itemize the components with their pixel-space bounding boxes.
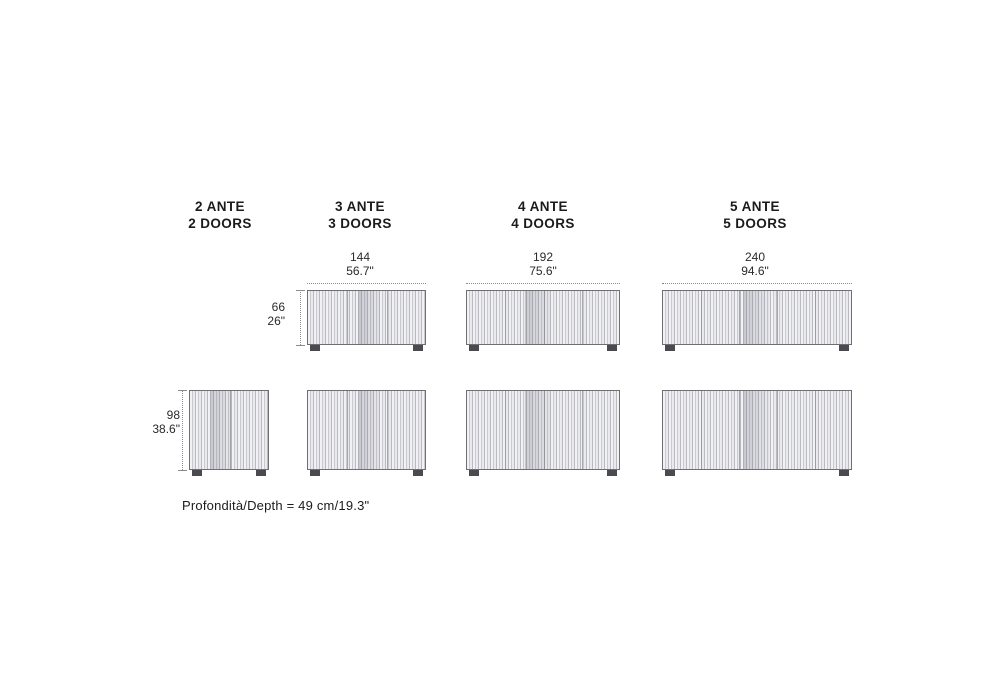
height-dim-tick-66-top bbox=[296, 290, 305, 291]
column-title-5-doors-line1: 5 ANTE bbox=[730, 199, 780, 214]
panel-shading bbox=[358, 391, 380, 469]
height-dim-line-66 bbox=[300, 290, 301, 345]
panel-shading bbox=[525, 291, 551, 344]
door-divider bbox=[701, 291, 702, 344]
width-dim-line-192 bbox=[466, 283, 620, 284]
cabinet-foot bbox=[839, 345, 849, 351]
width-label-192-cm: 192 bbox=[532, 250, 554, 264]
column-title-5-doors-line2: 5 DOORS bbox=[723, 216, 787, 231]
height-dim-tick-66-bottom bbox=[296, 345, 305, 346]
cabinet-5-doors-h98 bbox=[662, 390, 852, 470]
cabinet-foot bbox=[310, 345, 320, 351]
door-divider bbox=[777, 391, 778, 469]
cabinet-3-doors-h66 bbox=[307, 290, 426, 345]
column-title-4-doors bbox=[483, 198, 603, 232]
column-title-2-doors bbox=[160, 198, 280, 232]
door-divider bbox=[582, 391, 583, 469]
door-divider bbox=[815, 291, 816, 344]
width-dim-line-144 bbox=[307, 283, 426, 284]
cabinet-3-doors-h98 bbox=[307, 390, 426, 470]
door-divider bbox=[739, 391, 740, 469]
height-dim-line-98 bbox=[182, 390, 183, 470]
cabinet-foot bbox=[607, 345, 617, 351]
cabinet-foot bbox=[310, 470, 320, 476]
column-title-4-doors-line1: 4 ANTE bbox=[518, 199, 568, 214]
width-label-240 bbox=[695, 250, 815, 278]
width-label-144 bbox=[300, 250, 420, 278]
cabinet-5-doors-h66 bbox=[662, 290, 852, 345]
door-divider bbox=[505, 291, 506, 344]
cabinet-foot bbox=[256, 470, 266, 476]
cabinet-foot bbox=[413, 470, 423, 476]
width-label-192 bbox=[483, 250, 603, 278]
column-title-3-doors bbox=[300, 198, 420, 232]
panel-shading bbox=[358, 291, 380, 344]
width-label-240-inch: 94.6" bbox=[741, 264, 769, 278]
door-divider bbox=[739, 291, 740, 344]
height-label-98-cm: 98 bbox=[166, 408, 180, 422]
panel-shading bbox=[525, 391, 551, 469]
height-label-66 bbox=[215, 300, 285, 328]
cabinet-foot bbox=[192, 470, 202, 476]
cabinet-2-doors-h98 bbox=[189, 390, 269, 470]
height-label-66-inch: 26" bbox=[267, 314, 285, 328]
column-title-3-doors-line1: 3 ANTE bbox=[335, 199, 385, 214]
cabinet-foot bbox=[665, 470, 675, 476]
panel-shading bbox=[210, 391, 232, 469]
door-divider bbox=[230, 391, 231, 469]
door-divider bbox=[701, 391, 702, 469]
cabinet-foot bbox=[469, 470, 479, 476]
cabinet-foot bbox=[469, 345, 479, 351]
door-divider bbox=[582, 291, 583, 344]
cabinet-foot bbox=[413, 345, 423, 351]
column-title-4-doors-line2: 4 DOORS bbox=[511, 216, 575, 231]
width-label-144-cm: 144 bbox=[349, 250, 371, 264]
depth-note: Profondità/Depth = 49 cm/19.3" bbox=[182, 498, 370, 513]
door-divider bbox=[815, 391, 816, 469]
door-divider bbox=[347, 291, 348, 344]
width-dim-line-240 bbox=[662, 283, 852, 284]
height-dim-tick-98-bottom bbox=[178, 470, 187, 471]
cabinet-foot bbox=[607, 470, 617, 476]
column-title-2-doors-line1: 2 ANTE bbox=[195, 199, 245, 214]
door-divider bbox=[347, 391, 348, 469]
door-divider bbox=[544, 391, 545, 469]
column-title-5-doors bbox=[695, 198, 815, 232]
column-title-2-doors-line2: 2 DOORS bbox=[188, 216, 252, 231]
cabinet-foot bbox=[665, 345, 675, 351]
panel-shading bbox=[743, 391, 769, 469]
column-title-3-doors-line2: 3 DOORS bbox=[328, 216, 392, 231]
cabinet-4-doors-h66 bbox=[466, 290, 620, 345]
height-label-66-cm: 66 bbox=[271, 300, 285, 314]
width-label-240-cm: 240 bbox=[744, 250, 766, 264]
cabinet-4-doors-h98 bbox=[466, 390, 620, 470]
door-divider bbox=[544, 291, 545, 344]
cabinet-foot bbox=[839, 470, 849, 476]
height-label-98-inch: 38.6" bbox=[152, 422, 180, 436]
door-divider bbox=[387, 291, 388, 344]
door-divider bbox=[505, 391, 506, 469]
height-label-98 bbox=[120, 408, 180, 436]
panel-shading bbox=[743, 291, 769, 344]
door-divider bbox=[387, 391, 388, 469]
door-divider bbox=[777, 291, 778, 344]
height-dim-tick-98-top bbox=[178, 390, 187, 391]
width-label-144-inch: 56.7" bbox=[346, 264, 374, 278]
width-label-192-inch: 75.6" bbox=[529, 264, 557, 278]
